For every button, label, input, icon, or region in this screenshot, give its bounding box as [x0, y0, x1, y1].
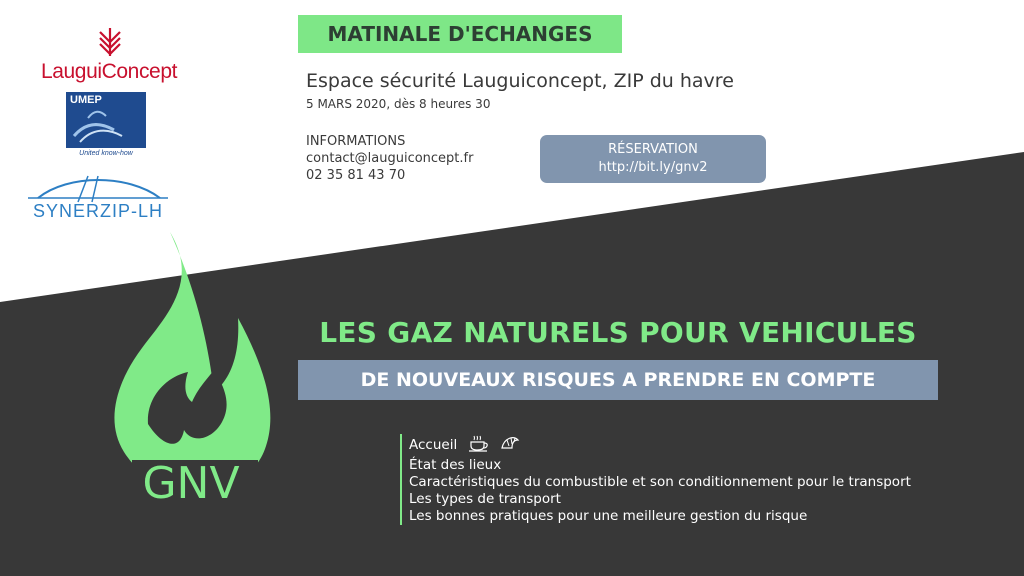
reservation-button[interactable] [540, 135, 766, 183]
contact-email-link[interactable]: contact@lauguiconcept.fr [306, 151, 474, 166]
contact-phone: 02 35 81 43 70 [306, 168, 406, 183]
croissant-icon [500, 434, 520, 457]
event-date: 5 MARS 2020, dès 8 heures 30 [306, 97, 491, 111]
synerzip-logo [18, 168, 178, 228]
agenda-item-label: Accueil [409, 437, 458, 453]
agenda-list [400, 434, 911, 525]
agenda-item: Les bonnes pratiques pour une meilleure gestion du risque [409, 508, 808, 524]
contact-info [306, 133, 473, 184]
gnv-label: GNV [142, 458, 240, 509]
event-banner: MATINALE D'ECHANGES [298, 15, 622, 53]
agenda-item: Caractéristiques du combustible et son conditionnement pour le transport [409, 474, 911, 490]
event-venue: Espace sécurité Lauguiconcept, ZIP du havre [306, 70, 734, 92]
lauguiconcept-logo-mark [96, 26, 124, 58]
agenda-item: Les types de transport [409, 491, 561, 507]
subtitle-banner: DE NOUVEAUX RISQUES A PRENDRE EN COMPTE [298, 360, 938, 400]
main-title: LES GAZ NATURELS POUR VEHICULES [319, 316, 917, 349]
reservation-label: RÉSERVATION [608, 142, 698, 157]
umep-logo-box [66, 92, 146, 148]
contact-heading: INFORMATIONS [306, 134, 406, 149]
lauguiconcept-logo [24, 26, 194, 88]
agenda-item-accueil [409, 434, 911, 457]
umep-logo-text: UMEP [70, 94, 102, 106]
reservation-link[interactable]: http://bit.ly/gnv2 [598, 160, 708, 175]
lauguiconcept-logo-text: LauguiConcept [40, 60, 178, 83]
coffee-cup-icon [468, 434, 490, 457]
bridge-icon [18, 168, 178, 204]
synerzip-logo-text: SYNERZIP-LH [32, 201, 164, 221]
umep-logo [66, 92, 146, 164]
umep-tagline: United know-how [79, 150, 133, 157]
umep-waves-icon [66, 92, 146, 148]
agenda-item: État des lieux [409, 457, 502, 473]
